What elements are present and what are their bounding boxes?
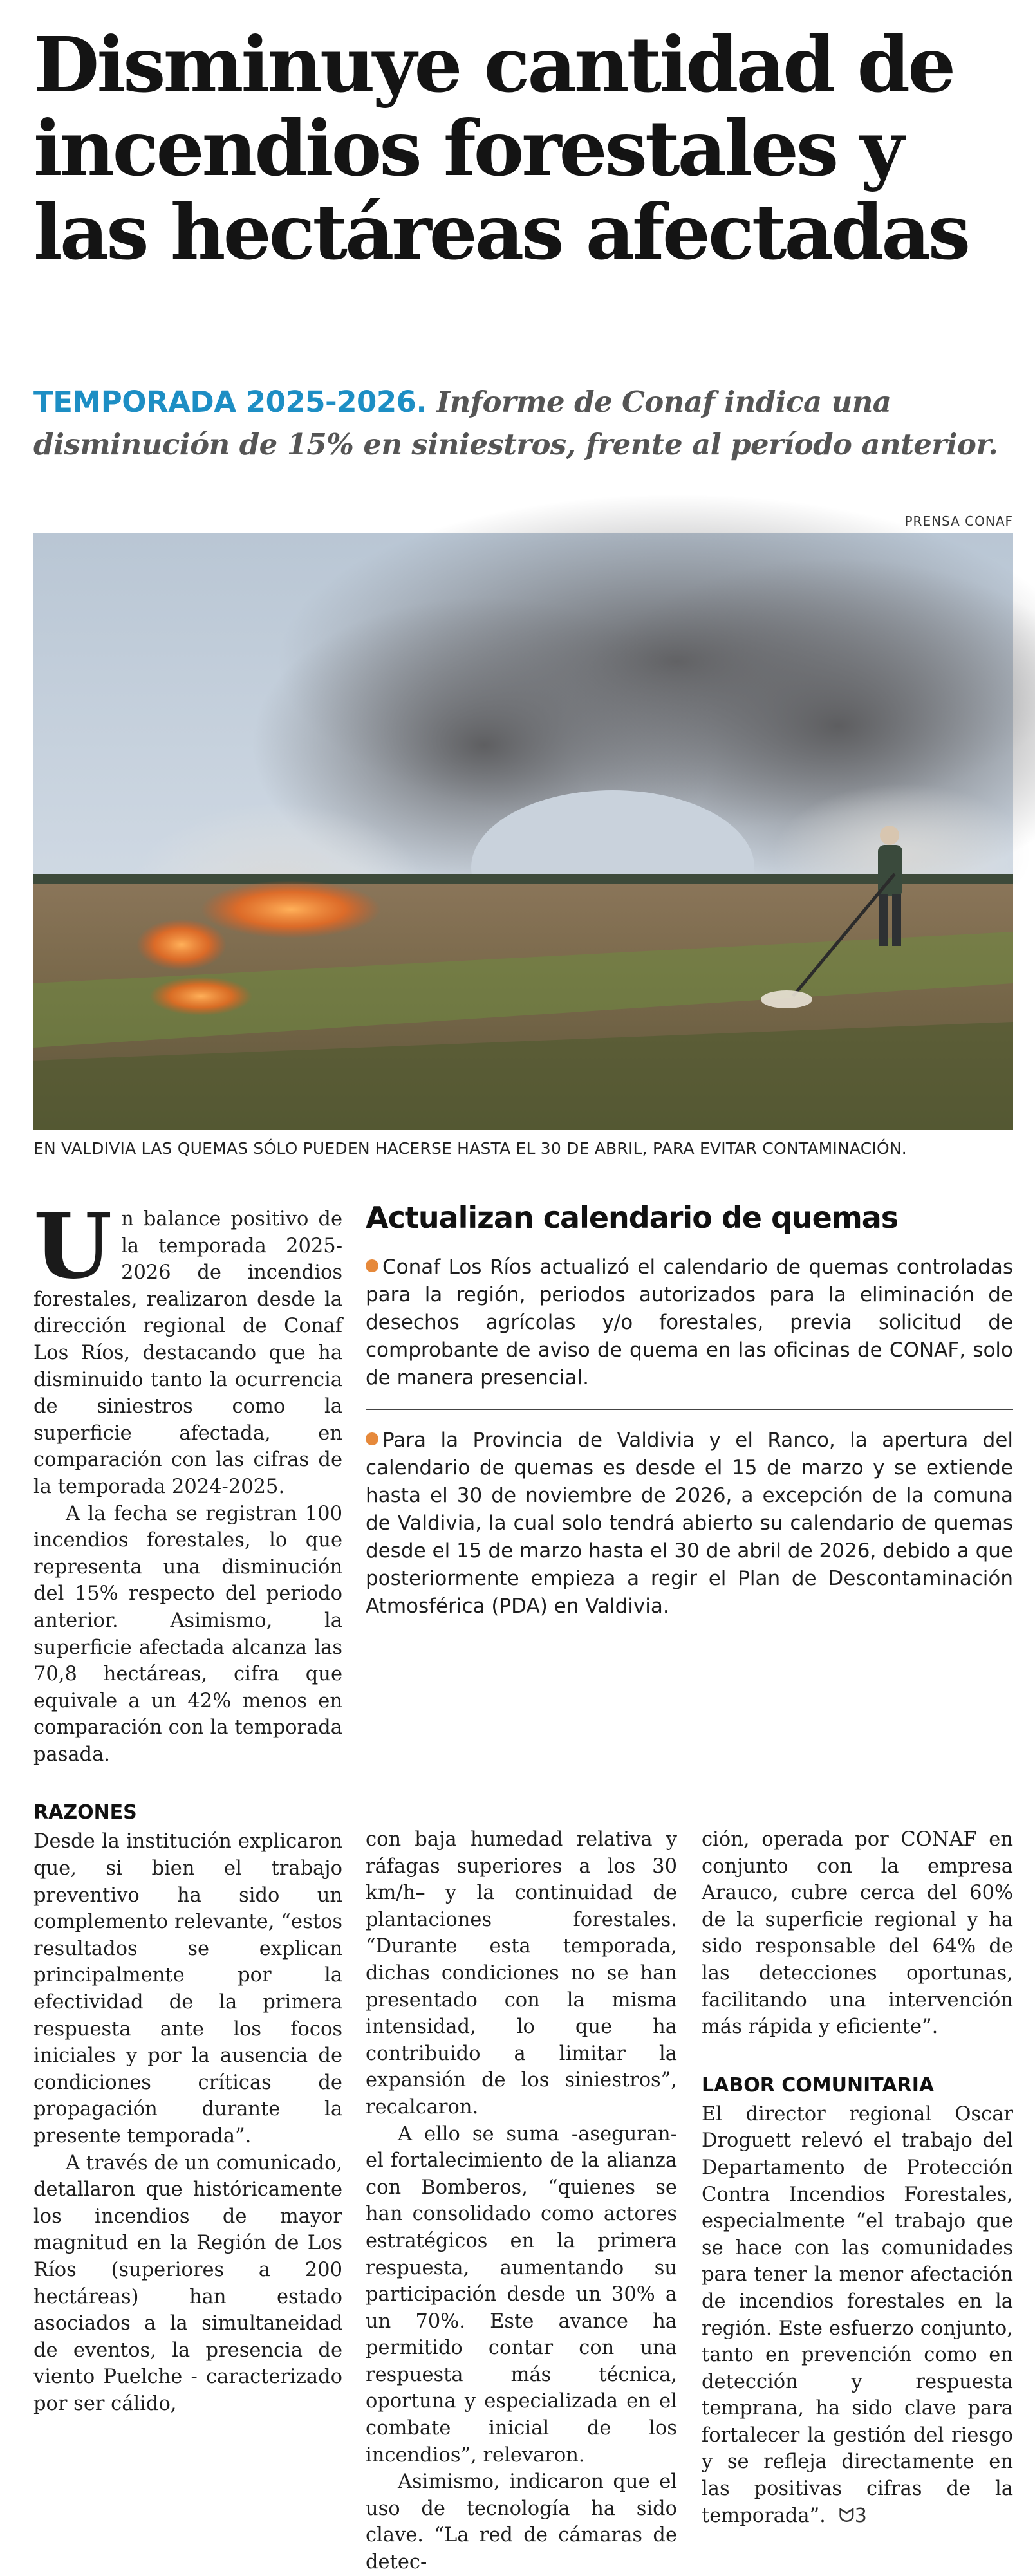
- body-paragraph: A través de un comunicado, detallaron que históricamente los incendios de mayor magnitud en la Región de Los Ríos (superiores a 200 hectáreas) han estado asociados a la simultaneidad de eventos, la presencia de viento Puelche - caracterizado por ser cálido,: [33, 2151, 342, 2415]
- subhead-labor-comunitaria: LABOR COMUNITARIA: [702, 2073, 935, 2097]
- body-paragraph: A ello se suma -aseguran- el fortalecimiento de la alianza con Bomberos, “quienes se han consolidado como actores estratégicos en la primera respuesta, aumentando su participación desde un 30% a un 70%. Este avance ha permitido contar con una respuesta más técnica, oportuna y especializada en el combate inicial de los incendios”, relevaron.: [366, 2122, 677, 2467]
- dropcap: U: [33, 1194, 113, 1299]
- sidebar-box: [366, 1198, 1013, 1635]
- body-paragraph: Desde la institución explicaron que, si bien el trabajo preventivo ha sido un complemento relevante, “estos resultados se explican principalmente por la efectividad de la primera respuesta ante los focos iniciales y por la ausencia de condiciones críticas de propagación durante la presente temporada”.: [33, 1830, 342, 2147]
- body-paragraph: con baja humedad relativa y ráfagas superiores a los 30 km/h– y la continuidad de plantaciones forestales. “Durante esta temporada, dichas condiciones no se han presentado con la misma intensidad, lo que ha contribuido a limitar la expansión de los siniestros”, recalcaron.: [366, 1828, 677, 2118]
- article-column-1: [33, 1194, 342, 2418]
- bullet-dot-icon: [366, 1259, 378, 1272]
- subhead-razones: RAZONES: [33, 1801, 137, 1824]
- headline-line: Disminuye cantidad de: [33, 20, 954, 109]
- body-text: El director regional Oscar Droguett relevó el trabajo del Departamento de Protección Contra Incendios Forestales, especialmente “el trabajo que se hace con las comunidades para tener la menor afectación de incendios forestales en la región. Este esfuerzo conjunto, tanto en prevención como en detección y respuesta temprana, ha sido clave para fortalecer la gestión del riesgo y se refleja directamente en las positivas cifras de la temporada”.: [702, 2102, 1013, 2527]
- deck: [33, 381, 1018, 466]
- body-paragraph: [33, 1194, 342, 1501]
- wildfire-photo-illustration: [33, 533, 1013, 1130]
- body-paragraph: Asimismo, indicaron que el uso de tecnología ha sido clave. “La red de cámaras de detec-: [366, 2470, 677, 2574]
- article-column-2: [366, 1826, 677, 2576]
- kicker: TEMPORADA 2025-2026.: [33, 385, 427, 419]
- headline-line: incendios forestales y: [33, 104, 902, 193]
- sidebar-item: [366, 1254, 1013, 1406]
- article-column-3: [702, 1826, 1013, 2529]
- sidebar-item: [366, 1427, 1013, 1635]
- body-text: n balance positivo de la temporada 2025-2026 de incendios forestales, realizaron desde la dirección regional de Conaf Los Ríos, destacando que ha disminuido tanto la ocurrencia de siniestros como la superficie afectada, en comparación con las cifras de la temporada 2024-2025.: [33, 1208, 342, 1498]
- body-paragraph: ción, operada por CONAF en conjunto con la empresa Arauco, cubre cerca del 60% de la superficie regional y ha sido responsable del 64% de las detecciones oportunas, facilitando una intervención más rápida y eficiente”.: [702, 1828, 1013, 2039]
- body-paragraph: A la fecha se registran 100 incendios forestales, lo que representa una disminución del 15% respecto del periodo anterior. Asimismo, la superficie afectada alcanza las 70,8 hectáreas, cifra que equivale a un 42% menos en comparación con la temporada pasada.: [33, 1502, 342, 1766]
- sidebar-item-text: Para la Provincia de Valdivia y el Ranco, la apertura del calendario de quemas es desde el 15 de marzo y se extiende hasta el 30 de noviembre de 2026, a excepción de la comuna de Valdivia, la cual solo tendrá abierto su calendario de quemas desde el 15 de marzo hasta el 30 de abril de 2026, debido a que posteriormente empieza a regir el Plan de Descontaminación Atmosférica (PDA) en Valdivia.: [366, 1429, 1013, 1618]
- bullet-dot-icon: [366, 1432, 378, 1445]
- photo-credit: PRENSA CONAF: [904, 514, 1013, 529]
- headline-line: las hectáreas afectadas: [33, 187, 969, 277]
- photo-caption: EN VALDIVIA LAS QUEMAS SÓLO PUEDEN HACERSE HASTA EL 30 DE ABRIL, PARA EVITAR CONTAMINACIÓN.: [33, 1139, 907, 1158]
- wildfire-photo: [33, 533, 1013, 1130]
- deck-text: Informe de Conaf indica una disminución de 15% en siniestros, frente al período anterior.: [33, 385, 998, 461]
- sidebar-item-text: Conaf Los Ríos actualizó el calendario de quemas controladas para la región, periodos autorizados para la eliminación de desechos agrícolas y/o forestales, previa solicitud de comprobante de aviso de quema en las oficinas de CONAF, solo de manera presencial.: [366, 1256, 1013, 1389]
- end-mark-icon: ᗢ3: [838, 2504, 867, 2527]
- sidebar-divider: [366, 1409, 1013, 1410]
- sidebar-title: Actualizan calendario de quemas: [366, 1200, 899, 1235]
- headline: [33, 20, 1012, 277]
- body-paragraph: [702, 2101, 1013, 2530]
